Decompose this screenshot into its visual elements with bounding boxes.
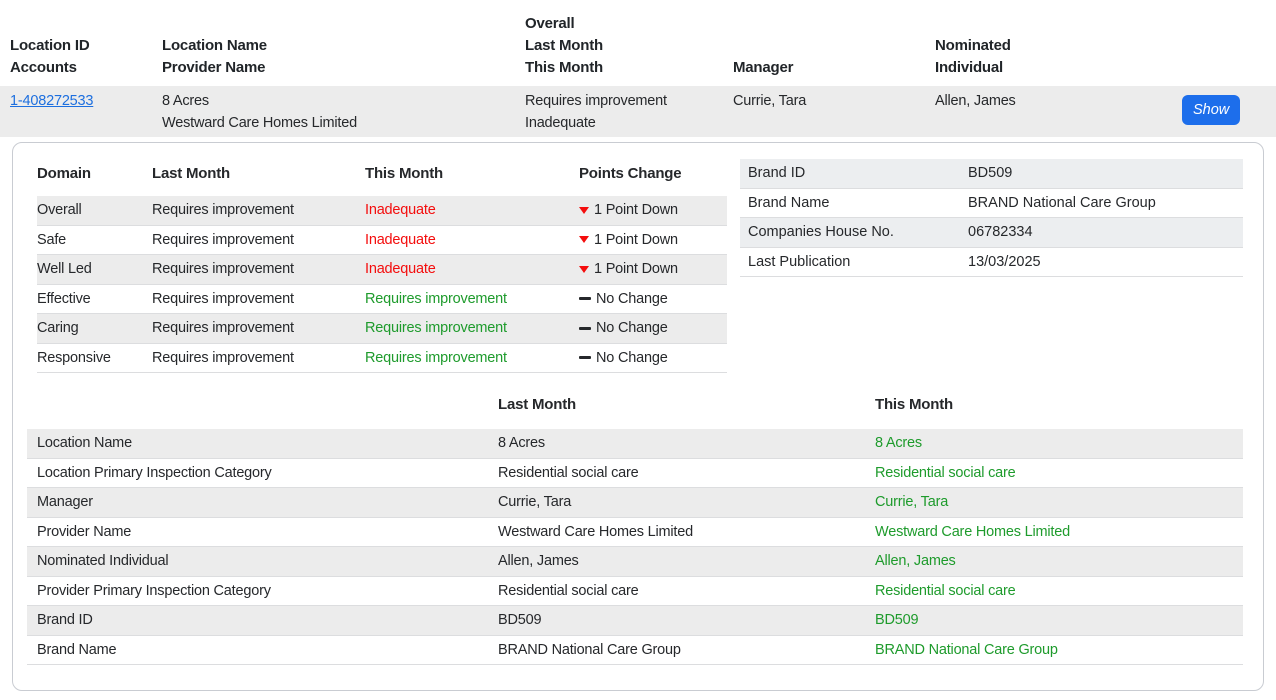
header-location-id-accounts: Location ID Accounts [10, 37, 90, 76]
comparison-row-brand-name: Brand Name BRAND National Care Group BRAND National Care Group [27, 636, 1243, 666]
comparison-row-provider-name: Provider Name Westward Care Homes Limited Westward Care Homes Limited [27, 518, 1243, 548]
domain-row-safe: Safe Requires improvement Inadequate 1 Point Down [37, 226, 727, 256]
header-overall-months: Overall Last Month This Month [525, 15, 603, 76]
overall-this-month-value: Inadequate [525, 115, 596, 131]
domain-row-caring: Caring Requires improvement Requires improvement No Change [37, 314, 727, 344]
comparison-row-brand-id: Brand ID BD509 BD509 [27, 606, 1243, 636]
brand-name-row: Brand Name BRAND National Care Group [740, 189, 1243, 219]
location-result-row [0, 86, 1276, 137]
comparison-row-location-name: Location Name 8 Acres 8 Acres [27, 429, 1243, 459]
companies-house-value: 06782334 [968, 224, 1033, 241]
domain-row-overall: Overall Requires improvement Inadequate 1 Point Down [37, 196, 727, 226]
results-table-header [0, 0, 1276, 86]
brand-id-value: BD509 [968, 165, 1013, 182]
location-name-value: 8 Acres [162, 93, 209, 109]
no-change-icon [579, 356, 591, 359]
point-down-icon [579, 236, 589, 243]
header-nominated-individual: Nominated Individual [935, 37, 1011, 76]
domain-row-well-led: Well Led Requires improvement Inadequate 1 Point Down [37, 255, 727, 285]
location-provider-cell [162, 90, 525, 134]
overall-rating-cell [525, 90, 733, 134]
manager-cell: Currie, Tara [733, 93, 807, 109]
point-down-icon [579, 266, 589, 273]
comparison-row-manager: Manager Currie, Tara Currie, Tara [27, 488, 1243, 518]
show-button[interactable]: Show [1182, 95, 1240, 125]
brand-name-value: BRAND National Care Group [968, 194, 1156, 211]
overall-last-month-value: Requires improvement [525, 93, 667, 109]
show-button-cell [1182, 90, 1276, 125]
point-down-icon [579, 207, 589, 214]
nominated-individual-cell: Allen, James [935, 93, 1016, 109]
location-detail-panel [12, 142, 1264, 691]
brand-id-row: Brand ID BD509 [740, 159, 1243, 189]
domain-row-effective: Effective Requires improvement Requires improvement No Change [37, 285, 727, 315]
comparison-row-provider-category: Provider Primary Inspection Category Residential social care Residential social care [27, 577, 1243, 607]
no-change-icon [579, 297, 591, 300]
no-change-icon [579, 327, 591, 330]
domain-table-header: Domain Last Month This Month Points Change [37, 165, 682, 182]
last-publication-row: Last Publication 13/03/2025 [740, 248, 1243, 278]
header-manager: Manager [733, 59, 794, 76]
location-id-link[interactable]: 1-408272533 [10, 93, 94, 109]
header-location-provider-name: Location Name Provider Name [162, 37, 267, 76]
location-id-cell [10, 90, 162, 112]
comparison-row-location-category: Location Primary Inspection Category Residential social care Residential social care [27, 459, 1243, 489]
domain-ratings-table [37, 165, 727, 373]
comparison-row-nominated-individual: Nominated Individual Allen, James Allen, James [27, 547, 1243, 577]
last-publication-value: 13/03/2025 [968, 253, 1041, 270]
domain-row-responsive: Responsive Requires improvement Requires improvement No Change [37, 344, 727, 374]
provider-name-value: Westward Care Homes Limited [162, 115, 357, 131]
brand-info-table [740, 159, 1243, 277]
month-comparison-table [27, 396, 1243, 665]
comparison-table-header: Last Month This Month [498, 396, 953, 413]
companies-house-row: Companies House No. 06782334 [740, 218, 1243, 248]
